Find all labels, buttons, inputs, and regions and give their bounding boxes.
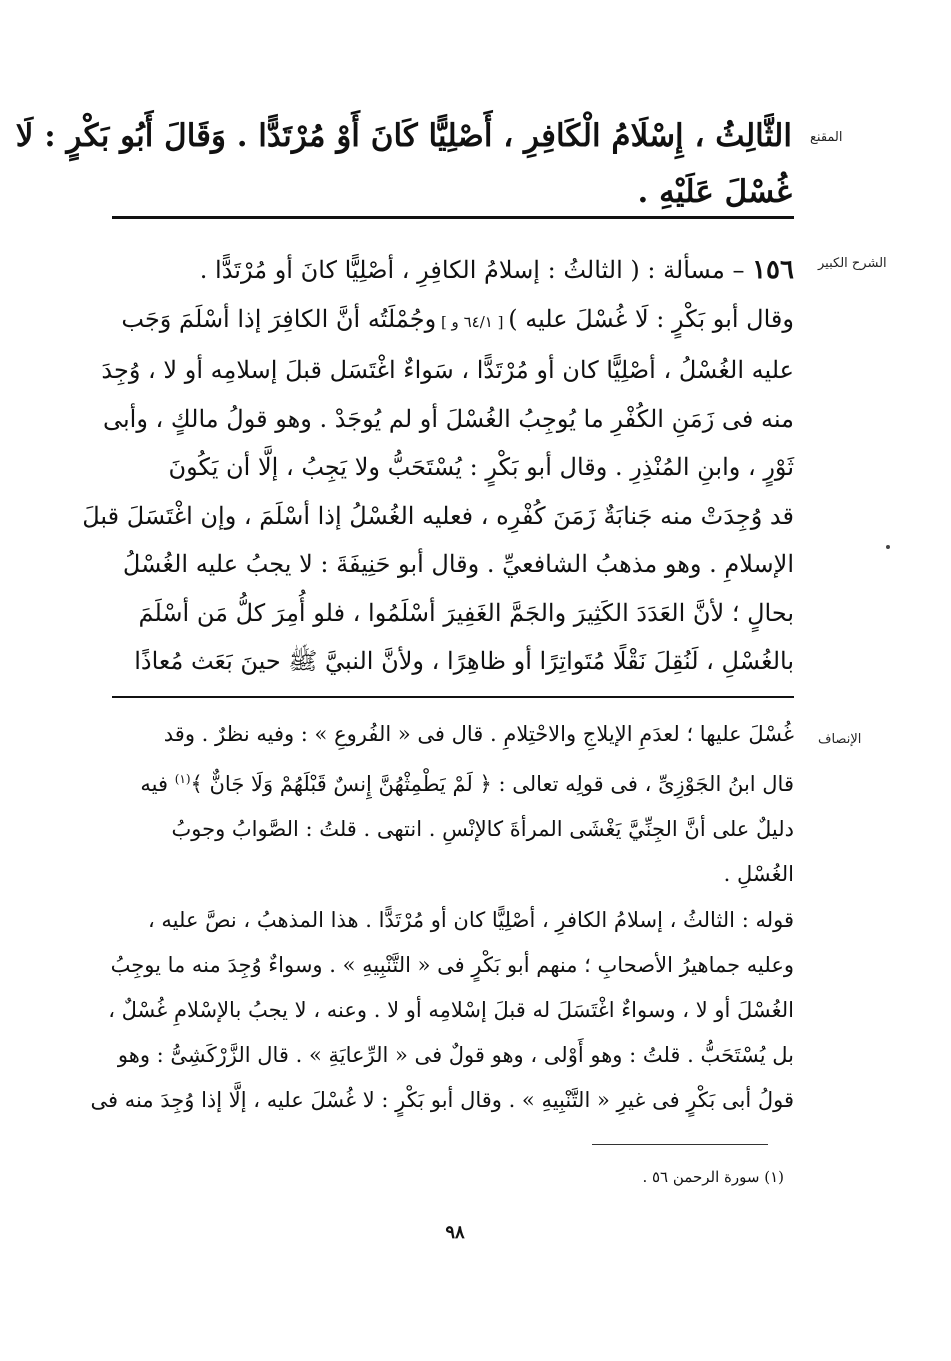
sharh-line: منه فى زَمَنِ الكُفْرِ ما يُوجِبُ الغُسْلَ أو لم يُوجَدْ . وهو قولُ مالكٍ ، وأبى: [102, 404, 794, 433]
page-number: ٩٨: [445, 1222, 465, 1243]
label-muqni: المقنع: [810, 130, 843, 145]
sharh-line: [108, 246, 794, 295]
insaf-line: غُسْلَ عليها ؛ لعدَمِ الإيلاجِ والاحْتِلامِ . قال فى « الفُروعِ » : وفيه نظرٌ . وقد: [163, 722, 794, 746]
insaf-line: قولُ أبى بَكْرٍ فى غيرِ « التَّنْبِيهِ » . وقال أبو بَكْرٍ : لا غُسْلَ عليه ، إلَّا إذا وُجِدَ منه فى: [90, 1088, 794, 1112]
label-insaf: الإنصاف: [818, 732, 862, 747]
insaf-line-text: فيه: [140, 772, 175, 796]
sharh-line: [108, 295, 794, 347]
insaf-line: بل يُسْتَحَبُّ . قلتُ : وهو أَوْلى ، وهو قولٌ فى « الرِّعايَةِ » . قال الزَّرْكَشِىُّ : وهو: [117, 1043, 794, 1067]
sharh-line: عليه الغُسْلُ ، أصْلِيًّا كان أو مُرْتَدًّا ، سَواءٌ اغْتَسَل قبلَ إسلامِه أو لا ، وُجِدَ: [101, 356, 794, 384]
section-divider: [112, 696, 794, 698]
insaf-line: [108, 757, 794, 807]
insaf-line: الغُسْلَ أو لا ، وسواءٌ اغْتَسَلَ له قبلَ إسْلامِه أو لا . وعنه ، لا يجبُ بالإسْلامِ غُسْلٌ ،: [108, 998, 794, 1022]
muqni-text: [15, 108, 792, 220]
insaf-line: وعليه جماهيرُ الأصحابِ ؛ منهم أبو بَكْرٍ فى « التَّنْبِيهِ » . وسواءٌ وُجِدَ منه ما يوجِبُ: [110, 953, 794, 977]
footnote-divider: [592, 1144, 768, 1145]
sharh-line-text: وقال أبو بَكْرٍ : لَا غُسْلَ عليه ): [508, 304, 794, 333]
muqni-line: الثَّالِثُ ، إِسْلَامُ الْكَافِرِ ، أَصْلِيًّا كَانَ أَوْ مُرْتَدًّا . وَقَالَ أَبُو بَكْرٍ : لَا: [15, 118, 792, 154]
section-divider: [112, 216, 794, 219]
sharh-line-text: وجُمْلَتُه أنَّ الكافِرَ إذا أسْلَمَ وَجَب: [121, 304, 437, 333]
sharh-line-text: – مسألة : ( الثالثُ : إسلامُ الكافِرِ ، أصْلِيًّا كانَ أو مُرْتَدًّا .: [199, 256, 753, 284]
muqni-line: غُسْلَ عَلَيْهِ .: [637, 174, 792, 210]
footnote-marker: (١): [174, 772, 191, 786]
sharh-line: بحالٍ ؛ لأنَّ العَدَدَ الكَثِيرَ والجَمَّ الغَفِيرَ أسْلَمُوا ، فلو أُمِرَ كلُّ مَن أسْلَمَ: [138, 598, 794, 627]
volume-reference: [ ٦٤/١ و ]: [436, 312, 509, 331]
insaf-text-1: [108, 712, 794, 897]
sharh-line: الإسلامِ . وهو مذهبُ الشافعيِّ . وقال أبو حَنِيفَةَ : لا يجبُ عليه الغُسْلُ: [122, 550, 794, 578]
insaf-line: الغُسْلِ .: [723, 862, 794, 886]
sharh-text: [82, 246, 794, 686]
margin-mark: [886, 545, 890, 549]
label-sharh: الشرح الكبير: [818, 256, 887, 271]
issue-number: ١٥٦: [752, 255, 794, 285]
insaf-text-2: [90, 898, 794, 1123]
insaf-line: قوله : الثالثُ ، إسلامُ الكافرِ ، أصْلِيًّا كان أو مُرْتَدًّا . هذا المذهبُ ، نصَّ عليه ،: [147, 908, 794, 932]
sharh-line: قد وُجِدَتْ منه جَنابَةٌ زَمَنَ كُفْرِه ، فعليه الغُسْلُ إذا أسْلَمَ ، وإن اغْتَسَلَ قبلَ: [82, 501, 794, 530]
sharh-line: ثَوْرٍ ، وابنِ المُنْذِرِ . وقال أبو بَكْرٍ : يُسْتَحَبُّ ولا يَجِبُ ، إلَّا أن يَكُونَ: [168, 453, 794, 481]
insaf-line-text: قال ابنُ الجَوْزِىِّ ، فى قولِه تعالى : ﴿ لَمْ يَطْمِثْهُنَّ إِنسٌ قَبْلَهُمْ وَلَا جَانٌّ ﴾: [190, 772, 794, 796]
sharh-line: بالغُسْلِ ، لَنُقِلَ نَقْلًا مُتَواتِرًا أو ظاهِرًا ، ولأنَّ النبيَّ ﷺ حينَ بَعَث مُعاذًا: [134, 647, 794, 675]
insaf-line: دليلٌ على أنَّ الجِنِّيَّ يَغْشَى المرأةَ كالإنْسِ . انتهى . قلتُ : الصَّوابُ وجوبُ: [171, 817, 794, 841]
footnote: (١) سورة الرحمن ٥٦ .: [642, 1168, 784, 1186]
